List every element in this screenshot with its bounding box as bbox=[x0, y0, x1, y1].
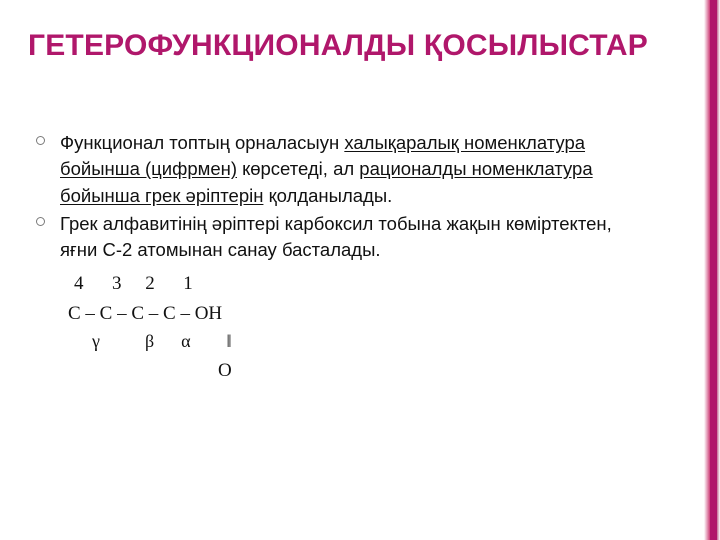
bullet-marker-icon bbox=[36, 217, 45, 226]
bullet-list bbox=[28, 130, 638, 263]
list-item bbox=[28, 130, 638, 209]
bullet-text-2: Грек алфавитінің әріптері карбоксил тобына жақын көміртектен, яғни С-2 атомынан санау басталады. bbox=[60, 212, 612, 261]
bullet-1-part-2: көрсетеді, ал bbox=[237, 158, 360, 180]
bullet-1-part-1: халықаралық номенклатура бойынша (цифрмен) bbox=[60, 132, 586, 180]
bullet-1-part-4: қолданылады. bbox=[263, 184, 393, 206]
formula-numbering-row: 4 3 2 1 bbox=[74, 273, 193, 295]
formula-oxygen-row: O bbox=[218, 360, 232, 382]
bullet-text-1 bbox=[60, 132, 593, 206]
structural-formula bbox=[68, 269, 638, 385]
list-item bbox=[28, 211, 638, 264]
formula-greek-row: γ β α ‖ bbox=[92, 331, 232, 352]
decorative-edge-bar bbox=[704, 0, 720, 540]
page-title: ГЕТЕРОФУНКЦИОНАЛДЫ ҚОСЫЛЫСТАР bbox=[28, 29, 648, 62]
slide-body bbox=[28, 130, 638, 386]
formula-chain-row: C – C – C – C – OH bbox=[68, 302, 223, 324]
bullet-1-part-3: рационалды номенклатура бойынша грек әріптерін bbox=[60, 158, 593, 206]
decorative-edge-bar-inner bbox=[710, 0, 717, 540]
bullet-1-part-0: Функционал топтың орналасыун bbox=[60, 132, 345, 153]
bullet-marker-icon bbox=[36, 136, 45, 145]
